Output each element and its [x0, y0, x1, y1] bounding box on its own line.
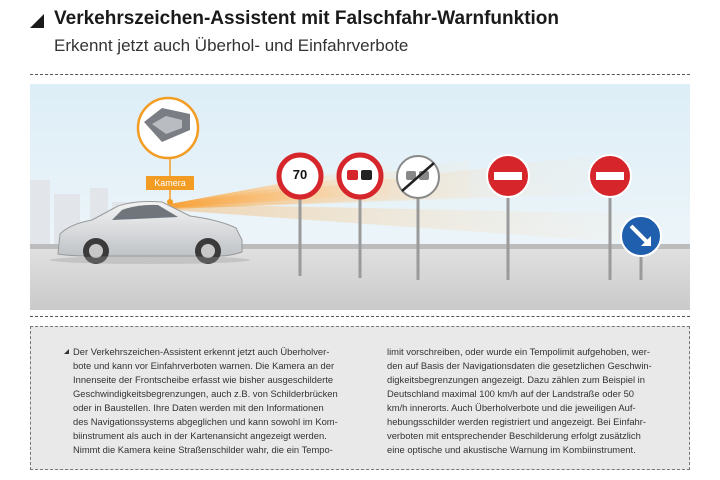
- triangle-icon: [30, 14, 44, 28]
- illustration: [30, 84, 690, 310]
- header-divider: [30, 74, 690, 75]
- no-entry-sign-2: [589, 155, 631, 197]
- text-line: hebungsschilder werden registriert und angezeigt. Bei Einfahr-: [387, 416, 647, 427]
- page-subtitle: Erkennt jetzt auch Überhol- und Einfahrverbote: [54, 36, 409, 55]
- text-line: bote und kann vor Einfahrverboten warnen. Die Kamera an der: [73, 360, 335, 371]
- keep-right-sign: [621, 216, 661, 256]
- description-panel: [30, 326, 690, 470]
- no-entry-sign-1: [487, 155, 529, 197]
- road-scene: [30, 84, 690, 310]
- text-line: oder in Baustellen. Ihre Daten werden mit den Informationen: [73, 402, 324, 413]
- bullet-triangle-icon: [64, 349, 69, 354]
- text-line: Deutschland maximal 100 km/h auf der Landstraße oder 50: [387, 388, 635, 399]
- text-line: Nimmt die Kamera keine Straßenschilder wahr, die ein Tempo-: [73, 444, 333, 455]
- description-column-1: [73, 345, 373, 457]
- text-line: eine optische und akustische Warnung im Kombiinstrument.: [387, 444, 636, 455]
- text-line: des Navigationssystems abgeglichen und kann sowohl im Kom-: [73, 416, 338, 427]
- text-line: digkeitsbegrenzungen angezeigt. Dazu zählen zum Beispiel in: [387, 374, 645, 385]
- text-line: den auf Basis der Navigationsdaten die gesetzlichen Geschwin-: [387, 360, 652, 371]
- text-line: Innenseite der Frontscheibe erfasst wie bisher ausgeschilderte: [73, 374, 334, 385]
- text-line: verboten mit entsprechender Beschilderung erfolgt zusätzlich: [387, 430, 641, 441]
- description-column-2: [387, 345, 667, 457]
- text-line: Der Verkehrszeichen-Assistent erkennt jetzt auch Überholver-: [73, 346, 330, 357]
- camera-label: Kamera: [146, 176, 194, 190]
- page-title: Verkehrszeichen-Assistent mit Falschfahr-Warnfunktion: [54, 8, 560, 29]
- speed-limit-value: 70: [292, 167, 308, 182]
- text-line: km/h innerorts. Auch Überholverbote und die jeweiligen Auf-: [387, 402, 636, 413]
- no-overtaking-sign: [339, 155, 381, 197]
- scene-divider: [30, 316, 690, 317]
- text-line: limit vorschreiben, oder wurde ein Tempolimit aufgehoben, wer-: [387, 346, 650, 357]
- text-line: Geschwindigkeitsbegrenzungen, auch z.B. von Schilderbrücken: [73, 388, 338, 399]
- end-of-restrictions-sign: [397, 156, 439, 198]
- text-line: biinstrument als auch in der Kartenansicht angezeigt werden.: [73, 430, 327, 441]
